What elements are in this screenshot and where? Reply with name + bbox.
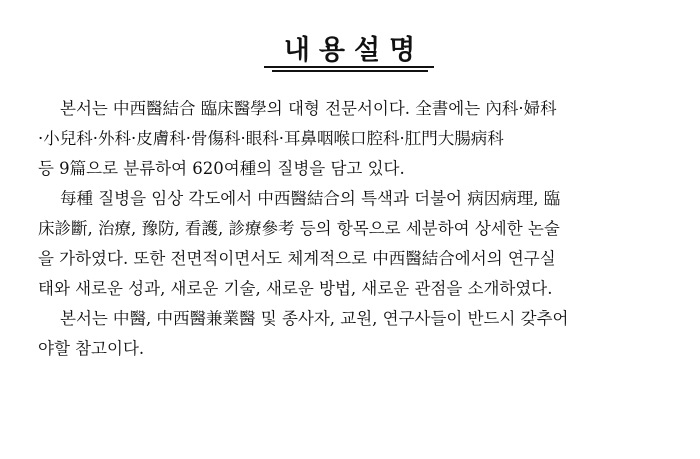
text-line: 을 가하였다. 또한 전면적이면서도 체계적으로 中西醫結合에서의 연구실 xyxy=(38,249,556,268)
text-line: 본서는 中西醫結合 臨床醫學의 대형 전문서이다. 全書에는 內科·婦科 xyxy=(60,99,557,118)
text-line: 床診斷, 治療, 豫防, 看護, 診療參考 등의 항목으로 세분하여 상세한 논술 xyxy=(38,219,560,238)
text-line: 본서는 中醫, 中西醫兼業醫 및 종사자, 교원, 연구사들이 반드시 갖추어 xyxy=(60,309,569,328)
text-line: 每種 질병을 임상 각도에서 中西醫結合의 특색과 더불어 病因病理, 臨 xyxy=(60,189,561,208)
paragraph-3 xyxy=(38,304,678,364)
description-body xyxy=(38,94,678,364)
text-line: ·小兒科·外科·皮膚科·骨傷科·眼科·耳鼻咽喉口腔科·肛門大腸病科 xyxy=(38,129,504,148)
text-line: 등 9篇으로 분류하여 620여種의 질병을 담고 있다. xyxy=(38,159,405,178)
text-line: 야할 참고이다. xyxy=(38,339,145,358)
paragraph-2 xyxy=(38,184,678,304)
paragraph-1 xyxy=(38,94,678,184)
text-line: 태와 새로운 성과, 새로운 기술, 새로운 방법, 새로운 관점을 소개하였다. xyxy=(38,279,553,298)
page-title: 내용설명 xyxy=(272,28,428,72)
title-underline xyxy=(264,66,434,68)
